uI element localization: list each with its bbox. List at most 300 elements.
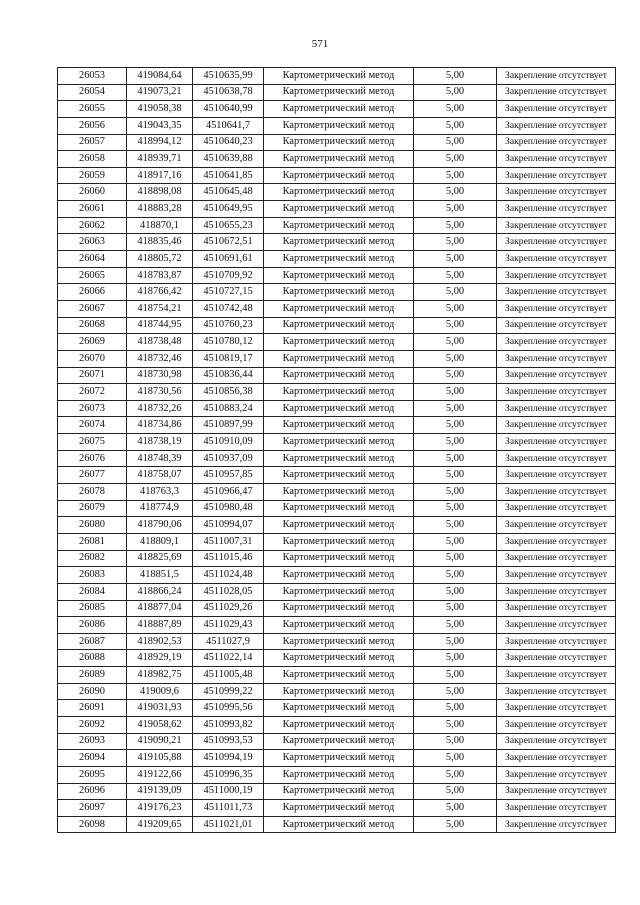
fixation-note-cell: Закрепление отсутствует bbox=[497, 151, 616, 168]
precision-cell: 5,00 bbox=[414, 217, 497, 234]
x-coordinate-cell: 419176,23 bbox=[127, 800, 193, 817]
point-number-cell: 26069 bbox=[58, 334, 127, 351]
fixation-note-cell: Закрепление отсутствует bbox=[497, 683, 616, 700]
point-number-cell: 26071 bbox=[58, 367, 127, 384]
x-coordinate-cell: 418744,95 bbox=[127, 317, 193, 334]
table-row bbox=[58, 267, 616, 284]
method-cell: Картометрический метод bbox=[264, 201, 414, 218]
table-row bbox=[58, 300, 616, 317]
method-cell: Картометрический метод bbox=[264, 600, 414, 617]
fixation-note-cell: Закрепление отсутствует bbox=[497, 816, 616, 833]
y-coordinate-cell: 4510641,7 bbox=[193, 117, 264, 134]
fixation-note-cell: Закрепление отсутствует bbox=[497, 667, 616, 684]
fixation-note-cell: Закрепление отсутствует bbox=[497, 317, 616, 334]
x-coordinate-cell: 418887,89 bbox=[127, 617, 193, 634]
precision-cell: 5,00 bbox=[414, 750, 497, 767]
point-number-cell: 26095 bbox=[58, 766, 127, 783]
y-coordinate-cell: 4510638,78 bbox=[193, 84, 264, 101]
table-row bbox=[58, 783, 616, 800]
point-number-cell: 26061 bbox=[58, 201, 127, 218]
x-coordinate-cell: 418825,69 bbox=[127, 550, 193, 567]
fixation-note-cell: Закрепление отсутствует bbox=[497, 533, 616, 550]
method-cell: Картометрический метод bbox=[264, 300, 414, 317]
method-cell: Картометрический метод bbox=[264, 400, 414, 417]
y-coordinate-cell: 4511028,05 bbox=[193, 583, 264, 600]
x-coordinate-cell: 418774,9 bbox=[127, 500, 193, 517]
y-coordinate-cell: 4510672,51 bbox=[193, 234, 264, 251]
fixation-note-cell: Закрепление отсутствует bbox=[497, 650, 616, 667]
fixation-note-cell: Закрепление отсутствует bbox=[497, 716, 616, 733]
point-number-cell: 26081 bbox=[58, 533, 127, 550]
table-row bbox=[58, 550, 616, 567]
y-coordinate-cell: 4510645,48 bbox=[193, 184, 264, 201]
method-cell: Картометрический метод bbox=[264, 234, 414, 251]
precision-cell: 5,00 bbox=[414, 816, 497, 833]
precision-cell: 5,00 bbox=[414, 650, 497, 667]
table-row bbox=[58, 117, 616, 134]
precision-cell: 5,00 bbox=[414, 68, 497, 85]
table-row bbox=[58, 617, 616, 634]
x-coordinate-cell: 418835,46 bbox=[127, 234, 193, 251]
fixation-note-cell: Закрепление отсутствует bbox=[497, 450, 616, 467]
method-cell: Картометрический метод bbox=[264, 766, 414, 783]
method-cell: Картометрический метод bbox=[264, 716, 414, 733]
method-cell: Картометрический метод bbox=[264, 683, 414, 700]
fixation-note-cell: Закрепление отсутствует bbox=[497, 434, 616, 451]
x-coordinate-cell: 419122,66 bbox=[127, 766, 193, 783]
table-row bbox=[58, 667, 616, 684]
method-cell: Картометрический метод bbox=[264, 367, 414, 384]
precision-cell: 5,00 bbox=[414, 284, 497, 301]
y-coordinate-cell: 4510883,24 bbox=[193, 400, 264, 417]
table-row bbox=[58, 251, 616, 268]
y-coordinate-cell: 4511027,9 bbox=[193, 633, 264, 650]
fixation-note-cell: Закрепление отсутствует bbox=[497, 217, 616, 234]
point-number-cell: 26093 bbox=[58, 733, 127, 750]
method-cell: Картометрический метод bbox=[264, 384, 414, 401]
precision-cell: 5,00 bbox=[414, 766, 497, 783]
precision-cell: 5,00 bbox=[414, 617, 497, 634]
method-cell: Картометрический метод bbox=[264, 184, 414, 201]
y-coordinate-cell: 4510994,07 bbox=[193, 517, 264, 534]
y-coordinate-cell: 4511021,01 bbox=[193, 816, 264, 833]
method-cell: Картометрический метод bbox=[264, 167, 414, 184]
x-coordinate-cell: 418929,19 bbox=[127, 650, 193, 667]
precision-cell: 5,00 bbox=[414, 700, 497, 717]
precision-cell: 5,00 bbox=[414, 783, 497, 800]
precision-cell: 5,00 bbox=[414, 300, 497, 317]
table-row bbox=[58, 700, 616, 717]
table-row bbox=[58, 567, 616, 584]
method-cell: Картометрический метод bbox=[264, 101, 414, 118]
table-row bbox=[58, 484, 616, 501]
point-number-cell: 26070 bbox=[58, 350, 127, 367]
method-cell: Картометрический метод bbox=[264, 650, 414, 667]
point-number-cell: 26056 bbox=[58, 117, 127, 134]
fixation-note-cell: Закрепление отсутствует bbox=[497, 384, 616, 401]
point-number-cell: 26075 bbox=[58, 434, 127, 451]
fixation-note-cell: Закрепление отсутствует bbox=[497, 500, 616, 517]
fixation-note-cell: Закрепление отсутствует bbox=[497, 783, 616, 800]
table-row bbox=[58, 816, 616, 833]
method-cell: Картометрический метод bbox=[264, 750, 414, 767]
method-cell: Картометрический метод bbox=[264, 450, 414, 467]
x-coordinate-cell: 418766,42 bbox=[127, 284, 193, 301]
point-number-cell: 26067 bbox=[58, 300, 127, 317]
x-coordinate-cell: 418754,21 bbox=[127, 300, 193, 317]
y-coordinate-cell: 4511024,48 bbox=[193, 567, 264, 584]
fixation-note-cell: Закрепление отсутствует bbox=[497, 267, 616, 284]
coordinates-table-body bbox=[58, 68, 616, 833]
table-row bbox=[58, 134, 616, 151]
x-coordinate-cell: 419009,6 bbox=[127, 683, 193, 700]
precision-cell: 5,00 bbox=[414, 134, 497, 151]
y-coordinate-cell: 4511007,31 bbox=[193, 533, 264, 550]
method-cell: Картометрический метод bbox=[264, 533, 414, 550]
precision-cell: 5,00 bbox=[414, 367, 497, 384]
precision-cell: 5,00 bbox=[414, 400, 497, 417]
table-row bbox=[58, 201, 616, 218]
table-row bbox=[58, 317, 616, 334]
y-coordinate-cell: 4510999,22 bbox=[193, 683, 264, 700]
method-cell: Картометрический метод bbox=[264, 151, 414, 168]
precision-cell: 5,00 bbox=[414, 417, 497, 434]
point-number-cell: 26068 bbox=[58, 317, 127, 334]
y-coordinate-cell: 4510856,38 bbox=[193, 384, 264, 401]
fixation-note-cell: Закрепление отсутствует bbox=[497, 750, 616, 767]
table-row bbox=[58, 733, 616, 750]
point-number-cell: 26072 bbox=[58, 384, 127, 401]
x-coordinate-cell: 418734,86 bbox=[127, 417, 193, 434]
precision-cell: 5,00 bbox=[414, 350, 497, 367]
x-coordinate-cell: 418732,46 bbox=[127, 350, 193, 367]
point-number-cell: 26078 bbox=[58, 484, 127, 501]
y-coordinate-cell: 4510980,48 bbox=[193, 500, 264, 517]
table-row bbox=[58, 467, 616, 484]
point-number-cell: 26057 bbox=[58, 134, 127, 151]
y-coordinate-cell: 4511015,46 bbox=[193, 550, 264, 567]
point-number-cell: 26091 bbox=[58, 700, 127, 717]
method-cell: Картометрический метод bbox=[264, 267, 414, 284]
table-row bbox=[58, 533, 616, 550]
y-coordinate-cell: 4510957,85 bbox=[193, 467, 264, 484]
fixation-note-cell: Закрепление отсутствует bbox=[497, 367, 616, 384]
y-coordinate-cell: 4510649,95 bbox=[193, 201, 264, 218]
fixation-note-cell: Закрепление отсутствует bbox=[497, 567, 616, 584]
x-coordinate-cell: 418994,12 bbox=[127, 134, 193, 151]
fixation-note-cell: Закрепление отсутствует bbox=[497, 284, 616, 301]
point-number-cell: 26077 bbox=[58, 467, 127, 484]
x-coordinate-cell: 418898,08 bbox=[127, 184, 193, 201]
precision-cell: 5,00 bbox=[414, 117, 497, 134]
method-cell: Картометрический метод bbox=[264, 134, 414, 151]
method-cell: Картометрический метод bbox=[264, 733, 414, 750]
y-coordinate-cell: 4510993,53 bbox=[193, 733, 264, 750]
precision-cell: 5,00 bbox=[414, 633, 497, 650]
method-cell: Картометрический метод bbox=[264, 800, 414, 817]
x-coordinate-cell: 419209,65 bbox=[127, 816, 193, 833]
table-row bbox=[58, 517, 616, 534]
point-number-cell: 26090 bbox=[58, 683, 127, 700]
fixation-note-cell: Закрепление отсутствует bbox=[497, 550, 616, 567]
fixation-note-cell: Закрепление отсутствует bbox=[497, 800, 616, 817]
precision-cell: 5,00 bbox=[414, 550, 497, 567]
table-row bbox=[58, 500, 616, 517]
y-coordinate-cell: 4510836,44 bbox=[193, 367, 264, 384]
x-coordinate-cell: 418866,24 bbox=[127, 583, 193, 600]
method-cell: Картометрический метод bbox=[264, 251, 414, 268]
method-cell: Картометрический метод bbox=[264, 467, 414, 484]
point-number-cell: 26082 bbox=[58, 550, 127, 567]
x-coordinate-cell: 418805,72 bbox=[127, 251, 193, 268]
y-coordinate-cell: 4511029,26 bbox=[193, 600, 264, 617]
precision-cell: 5,00 bbox=[414, 167, 497, 184]
y-coordinate-cell: 4510966,47 bbox=[193, 484, 264, 501]
fixation-note-cell: Закрепление отсутствует bbox=[497, 184, 616, 201]
method-cell: Картометрический метод bbox=[264, 217, 414, 234]
fixation-note-cell: Закрепление отсутствует bbox=[497, 117, 616, 134]
method-cell: Картометрический метод bbox=[264, 667, 414, 684]
table-row bbox=[58, 234, 616, 251]
fixation-note-cell: Закрепление отсутствует bbox=[497, 251, 616, 268]
table-row bbox=[58, 716, 616, 733]
y-coordinate-cell: 4510640,23 bbox=[193, 134, 264, 151]
method-cell: Картометрический метод bbox=[264, 700, 414, 717]
point-number-cell: 26086 bbox=[58, 617, 127, 634]
method-cell: Картометрический метод bbox=[264, 284, 414, 301]
y-coordinate-cell: 4511005,48 bbox=[193, 667, 264, 684]
y-coordinate-cell: 4511011,73 bbox=[193, 800, 264, 817]
point-number-cell: 26055 bbox=[58, 101, 127, 118]
method-cell: Картометрический метод bbox=[264, 84, 414, 101]
table-row bbox=[58, 417, 616, 434]
x-coordinate-cell: 418790,06 bbox=[127, 517, 193, 534]
x-coordinate-cell: 419105,88 bbox=[127, 750, 193, 767]
y-coordinate-cell: 4510640,99 bbox=[193, 101, 264, 118]
point-number-cell: 26066 bbox=[58, 284, 127, 301]
y-coordinate-cell: 4510937,09 bbox=[193, 450, 264, 467]
y-coordinate-cell: 4510994,19 bbox=[193, 750, 264, 767]
fixation-note-cell: Закрепление отсутствует bbox=[497, 300, 616, 317]
method-cell: Картометрический метод bbox=[264, 517, 414, 534]
fixation-note-cell: Закрепление отсутствует bbox=[497, 583, 616, 600]
fixation-note-cell: Закрепление отсутствует bbox=[497, 417, 616, 434]
x-coordinate-cell: 419058,38 bbox=[127, 101, 193, 118]
method-cell: Картометрический метод bbox=[264, 484, 414, 501]
precision-cell: 5,00 bbox=[414, 667, 497, 684]
x-coordinate-cell: 419090,21 bbox=[127, 733, 193, 750]
precision-cell: 5,00 bbox=[414, 84, 497, 101]
point-number-cell: 26084 bbox=[58, 583, 127, 600]
precision-cell: 5,00 bbox=[414, 101, 497, 118]
x-coordinate-cell: 419043,35 bbox=[127, 117, 193, 134]
point-number-cell: 26085 bbox=[58, 600, 127, 617]
y-coordinate-cell: 4510910,09 bbox=[193, 434, 264, 451]
table-row bbox=[58, 68, 616, 85]
fixation-note-cell: Закрепление отсутствует bbox=[497, 733, 616, 750]
table-row bbox=[58, 766, 616, 783]
point-number-cell: 26065 bbox=[58, 267, 127, 284]
method-cell: Картометрический метод bbox=[264, 68, 414, 85]
point-number-cell: 26089 bbox=[58, 667, 127, 684]
y-coordinate-cell: 4511029,43 bbox=[193, 617, 264, 634]
y-coordinate-cell: 4510639,88 bbox=[193, 151, 264, 168]
point-number-cell: 26059 bbox=[58, 167, 127, 184]
x-coordinate-cell: 418732,26 bbox=[127, 400, 193, 417]
point-number-cell: 26098 bbox=[58, 816, 127, 833]
table-row bbox=[58, 167, 616, 184]
point-number-cell: 26073 bbox=[58, 400, 127, 417]
method-cell: Картометрический метод bbox=[264, 350, 414, 367]
method-cell: Картометрический метод bbox=[264, 434, 414, 451]
precision-cell: 5,00 bbox=[414, 800, 497, 817]
fixation-note-cell: Закрепление отсутствует bbox=[497, 334, 616, 351]
y-coordinate-cell: 4511022,14 bbox=[193, 650, 264, 667]
precision-cell: 5,00 bbox=[414, 467, 497, 484]
precision-cell: 5,00 bbox=[414, 600, 497, 617]
point-number-cell: 26076 bbox=[58, 450, 127, 467]
y-coordinate-cell: 4510691,61 bbox=[193, 251, 264, 268]
point-number-cell: 26063 bbox=[58, 234, 127, 251]
fixation-note-cell: Закрепление отсутствует bbox=[497, 400, 616, 417]
fixation-note-cell: Закрепление отсутствует bbox=[497, 68, 616, 85]
page-number: 571 bbox=[311, 38, 329, 50]
table-row bbox=[58, 334, 616, 351]
fixation-note-cell: Закрепление отсутствует bbox=[497, 600, 616, 617]
fixation-note-cell: Закрепление отсутствует bbox=[497, 167, 616, 184]
precision-cell: 5,00 bbox=[414, 251, 497, 268]
point-number-cell: 26094 bbox=[58, 750, 127, 767]
x-coordinate-cell: 419058,62 bbox=[127, 716, 193, 733]
method-cell: Картометрический метод bbox=[264, 567, 414, 584]
y-coordinate-cell: 4510727,15 bbox=[193, 284, 264, 301]
table-row bbox=[58, 434, 616, 451]
table-row bbox=[58, 184, 616, 201]
y-coordinate-cell: 4510709,92 bbox=[193, 267, 264, 284]
x-coordinate-cell: 418939,71 bbox=[127, 151, 193, 168]
x-coordinate-cell: 418730,98 bbox=[127, 367, 193, 384]
x-coordinate-cell: 418738,48 bbox=[127, 334, 193, 351]
method-cell: Картометрический метод bbox=[264, 317, 414, 334]
table-row bbox=[58, 400, 616, 417]
precision-cell: 5,00 bbox=[414, 567, 497, 584]
y-coordinate-cell: 4510996,35 bbox=[193, 766, 264, 783]
method-cell: Картометрический метод bbox=[264, 550, 414, 567]
x-coordinate-cell: 418917,16 bbox=[127, 167, 193, 184]
table-row bbox=[58, 284, 616, 301]
fixation-note-cell: Закрепление отсутствует bbox=[497, 350, 616, 367]
precision-cell: 5,00 bbox=[414, 317, 497, 334]
table-row bbox=[58, 600, 616, 617]
table-row bbox=[58, 650, 616, 667]
point-number-cell: 26087 bbox=[58, 633, 127, 650]
y-coordinate-cell: 4510760,23 bbox=[193, 317, 264, 334]
table-row bbox=[58, 800, 616, 817]
precision-cell: 5,00 bbox=[414, 384, 497, 401]
x-coordinate-cell: 418982,75 bbox=[127, 667, 193, 684]
precision-cell: 5,00 bbox=[414, 583, 497, 600]
y-coordinate-cell: 4510742,48 bbox=[193, 300, 264, 317]
x-coordinate-cell: 418738,19 bbox=[127, 434, 193, 451]
table-row bbox=[58, 217, 616, 234]
y-coordinate-cell: 4510641,85 bbox=[193, 167, 264, 184]
fixation-note-cell: Закрепление отсутствует bbox=[497, 84, 616, 101]
precision-cell: 5,00 bbox=[414, 434, 497, 451]
y-coordinate-cell: 4510780,12 bbox=[193, 334, 264, 351]
fixation-note-cell: Закрепление отсутствует bbox=[497, 517, 616, 534]
fixation-note-cell: Закрепление отсутствует bbox=[497, 617, 616, 634]
point-number-cell: 26083 bbox=[58, 567, 127, 584]
coordinates-table bbox=[57, 67, 616, 833]
y-coordinate-cell: 4510635,99 bbox=[193, 68, 264, 85]
table-row bbox=[58, 450, 616, 467]
x-coordinate-cell: 419139,09 bbox=[127, 783, 193, 800]
fixation-note-cell: Закрепление отсутствует bbox=[497, 201, 616, 218]
point-number-cell: 26097 bbox=[58, 800, 127, 817]
table-row bbox=[58, 750, 616, 767]
method-cell: Картометрический метод bbox=[264, 417, 414, 434]
y-coordinate-cell: 4510995,56 bbox=[193, 700, 264, 717]
x-coordinate-cell: 418809,1 bbox=[127, 533, 193, 550]
point-number-cell: 26058 bbox=[58, 151, 127, 168]
table-row bbox=[58, 84, 616, 101]
table-row bbox=[58, 151, 616, 168]
method-cell: Картометрический метод bbox=[264, 816, 414, 833]
precision-cell: 5,00 bbox=[414, 234, 497, 251]
precision-cell: 5,00 bbox=[414, 267, 497, 284]
precision-cell: 5,00 bbox=[414, 201, 497, 218]
x-coordinate-cell: 418870,1 bbox=[127, 217, 193, 234]
x-coordinate-cell: 418877,04 bbox=[127, 600, 193, 617]
table-row bbox=[58, 350, 616, 367]
precision-cell: 5,00 bbox=[414, 683, 497, 700]
method-cell: Картометрический метод bbox=[264, 117, 414, 134]
method-cell: Картометрический метод bbox=[264, 583, 414, 600]
point-number-cell: 26053 bbox=[58, 68, 127, 85]
point-number-cell: 26080 bbox=[58, 517, 127, 534]
method-cell: Картометрический метод bbox=[264, 633, 414, 650]
table-row bbox=[58, 101, 616, 118]
x-coordinate-cell: 419031,93 bbox=[127, 700, 193, 717]
method-cell: Картометрический метод bbox=[264, 500, 414, 517]
table-row bbox=[58, 683, 616, 700]
x-coordinate-cell: 418902,53 bbox=[127, 633, 193, 650]
fixation-note-cell: Закрепление отсутствует bbox=[497, 700, 616, 717]
precision-cell: 5,00 bbox=[414, 733, 497, 750]
y-coordinate-cell: 4510655,23 bbox=[193, 217, 264, 234]
table-row bbox=[58, 384, 616, 401]
precision-cell: 5,00 bbox=[414, 533, 497, 550]
x-coordinate-cell: 419084,64 bbox=[127, 68, 193, 85]
point-number-cell: 26088 bbox=[58, 650, 127, 667]
y-coordinate-cell: 4510819,17 bbox=[193, 350, 264, 367]
x-coordinate-cell: 418783,87 bbox=[127, 267, 193, 284]
point-number-cell: 26054 bbox=[58, 84, 127, 101]
fixation-note-cell: Закрепление отсутствует bbox=[497, 766, 616, 783]
x-coordinate-cell: 418758,07 bbox=[127, 467, 193, 484]
fixation-note-cell: Закрепление отсутствует bbox=[497, 234, 616, 251]
precision-cell: 5,00 bbox=[414, 500, 497, 517]
method-cell: Картометрический метод bbox=[264, 334, 414, 351]
point-number-cell: 26062 bbox=[58, 217, 127, 234]
fixation-note-cell: Закрепление отсутствует bbox=[497, 467, 616, 484]
point-number-cell: 26092 bbox=[58, 716, 127, 733]
x-coordinate-cell: 418730,56 bbox=[127, 384, 193, 401]
x-coordinate-cell: 418883,28 bbox=[127, 201, 193, 218]
method-cell: Картометрический метод bbox=[264, 783, 414, 800]
method-cell: Картометрический метод bbox=[264, 617, 414, 634]
table-row bbox=[58, 583, 616, 600]
